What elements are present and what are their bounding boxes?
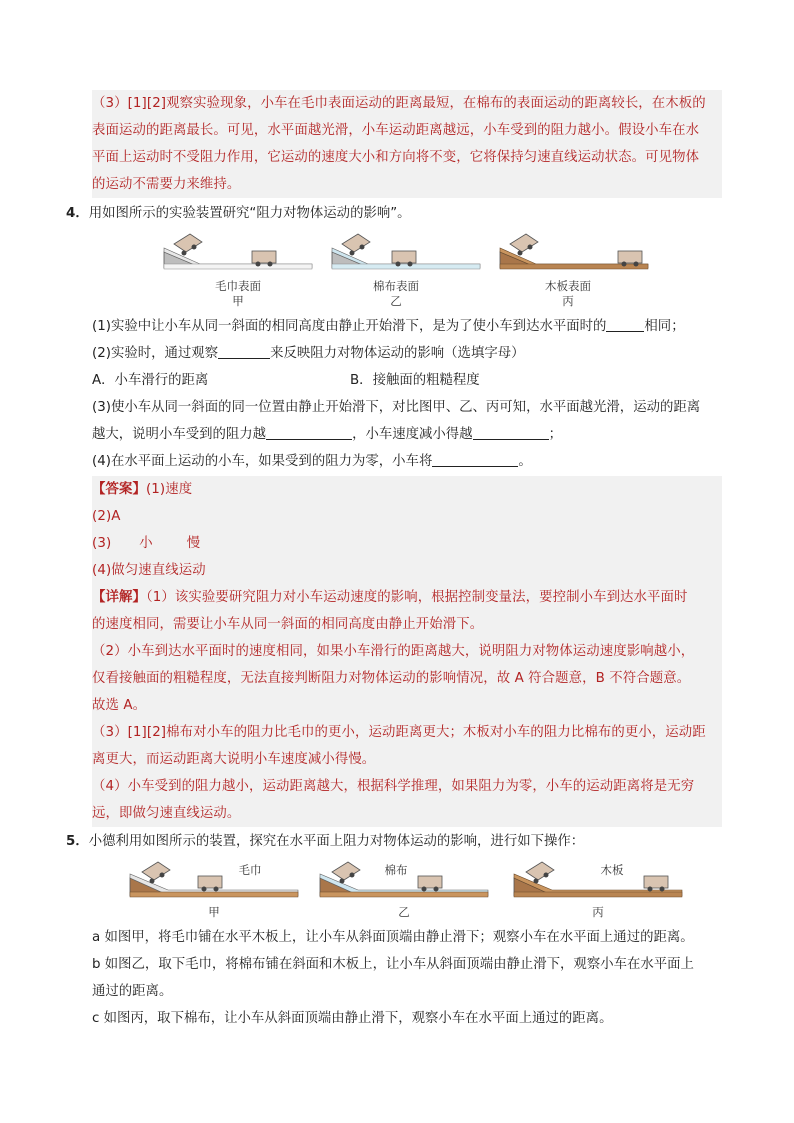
q4-sub2-tail: 来反映阻力对物体运动的影响（选填字母）: [270, 346, 525, 361]
detail-line-2: 的速度相同，需要让小车从同一斜面的相同高度由静止开始滑下。: [92, 617, 484, 632]
prev-explanation-line-4: 的运动不需要力来维持。: [92, 177, 241, 192]
detail-line-7: 离更大，而运动距离大说明小车速度减小得慢。: [92, 752, 376, 767]
q4-sub4-text: (4)在水平面上运动的小车，如果受到的阻力为零，小车将: [92, 454, 433, 469]
q4-sub2-blank[interactable]: [218, 344, 270, 359]
q5-fig1-surface-label: 毛巾: [238, 863, 262, 877]
q5-fig3-car-on-ramp: [526, 862, 554, 884]
q5-step-b-line1: b 如图乙，取下毛巾，将棉布铺在斜面和木板上，让小车从斜面顶端由静止滑下，观察小车在水平面上: [92, 957, 694, 972]
q4-sub2-text: (2)实验时，通过观察: [92, 346, 219, 361]
detail-line-4: 仅看接触面的粗糙程度，无法直接判断阻力对物体运动的影响情况，故 A 符合题意，B 不符合题意。: [92, 671, 691, 686]
q4-fig3-car-on-ramp: [510, 234, 538, 256]
q5-stem-text: 小德利用如图所示的装置，探究在水平面上阻力对物体运动的影响，进行如下操作：: [88, 834, 585, 849]
q5-fig1-car-on-ramp: [142, 862, 170, 884]
q5-step-c: c 如图丙，取下棉布，让小车从斜面顶端由静止滑下，观察小车在水平面上通过的距离。: [92, 1011, 613, 1026]
q4-fig3-surface-caption: 木板表面: [545, 279, 591, 293]
q4-sub2: [92, 340, 525, 367]
answer-2: (2)A: [92, 509, 121, 524]
q4-fig2-label: 乙: [390, 294, 402, 308]
q4-figure-towel: [162, 226, 314, 270]
detail-line-1: [92, 584, 722, 611]
q4-number: 4．: [66, 206, 89, 221]
q4-sub1-tail: 相同；: [644, 319, 685, 334]
prev-explanation-line-1: （3）[1][2]观察实验现象，小车在毛巾表面运动的距离最短，在棉布的表面运动的距离较长，在木板的: [92, 96, 706, 111]
q4-stem: [66, 200, 411, 227]
q4-answer-block: [92, 476, 722, 827]
answer-3-value-1: 小: [139, 536, 153, 551]
q4-sub4: [92, 448, 532, 475]
q4-sub3-text-c: ；: [548, 427, 562, 442]
q4-fig1-label: 甲: [232, 294, 244, 308]
q5-stem: [66, 828, 584, 855]
q4-fig2-car-on-ramp: [342, 234, 370, 256]
answer-1: (1)速度: [145, 482, 193, 497]
answer-3: [92, 530, 722, 557]
q4-figure-wood: [498, 226, 650, 270]
answer-3-value-2: 慢: [186, 536, 201, 551]
q4-option-a: A．小车滑行的距离: [92, 373, 209, 388]
detail-line-8: （4）小车受到的阻力越小，运动距离越大，根据科学推理，如果阻力为零，小车的运动距离将是无穷: [92, 779, 695, 794]
q4-sub1: [92, 313, 685, 340]
q5-fig2-car-on-table: [418, 876, 442, 892]
detail-line-6: （3）[1][2]棉布对小车的阻力比毛巾的更小，运动距离更大；木板对小车的阻力比棉布的更小，运动距: [92, 725, 706, 740]
q5-fig1-label: 甲: [208, 905, 220, 919]
q4-answer-line-1: [92, 476, 722, 503]
q4-figure-cloth: [330, 226, 482, 270]
q4-sub3-text-b: ，小车速度减小得越: [352, 427, 473, 442]
q4-sub3-line2: [92, 421, 562, 448]
detail-tag: 【详解】: [92, 590, 146, 605]
q4-sub3-blank-2[interactable]: [473, 425, 549, 440]
q4-fig1-surface-caption: 毛巾表面: [215, 279, 261, 293]
answer-4: (4)做匀速直线运动: [92, 563, 206, 578]
detail-line-5: 故选 A。: [92, 698, 147, 713]
answer-3-label: (3): [92, 536, 112, 551]
q4-sub3-line1: (3)使小车从同一斜面的同一位置由静止开始滑下，对比图甲、乙、丙可知，水平面越光滑，运动的距离: [92, 400, 701, 415]
q5-step-b-line2: 通过的距离。: [92, 984, 173, 999]
q5-fig3-surface-label: 木板: [600, 863, 624, 877]
prev-explanation-line-2: 表面运动的距离最长。可见，水平面越光滑，小车运动距离越远，小车受到的阻力越小。假设小车在水: [92, 123, 700, 138]
q4-sub3-text-a: 越大，说明小车受到的阻力越: [92, 427, 267, 442]
prev-explanation-line-3: 平面上运动时不受阻力作用，它运动的速度大小和方向将不变，它将保持匀速直线运动状态。可见物体: [92, 150, 700, 165]
q5-fig2-label: 乙: [398, 905, 410, 919]
q5-fig1-car-on-table: [198, 876, 222, 892]
detail-line-3: （2）小车到达水平面时的速度相同，如果小车滑行的距离越大，说明阻力对物体运动速度影响越小，: [92, 644, 695, 659]
q4-fig1-car-on-ramp: [174, 234, 202, 256]
q5-fig3-label: 丙: [592, 905, 604, 919]
q4-fig2-surface-caption: 棉布表面: [373, 279, 419, 293]
q4-sub4-tail: 。: [518, 454, 532, 469]
q4-sub1-text: (1)实验中让小车从同一斜面的相同高度由静止开始滑下，是为了使小车到达水平面时的: [92, 319, 607, 334]
detail-line-9: 远，即做匀速直线运动。: [92, 806, 241, 821]
q5-step-a: a 如图甲，将毛巾铺在水平木板上，让小车从斜面顶端由静止滑下；观察小车在水平面上通过的距离。: [92, 930, 694, 945]
prev-explanation-block: [92, 90, 722, 198]
detail-line-1-text: （1）该实验要研究阻力对小车运动速度的影响，根据控制变量法，要控制小车到达水平面时: [145, 590, 688, 605]
q5-fig3-car-on-table: [644, 876, 668, 892]
answer-tag: 【答案】: [92, 482, 146, 497]
q4-sub3-blank-1[interactable]: [266, 425, 352, 440]
q5-number: 5．: [66, 834, 89, 849]
q4-sub1-blank[interactable]: [606, 317, 644, 332]
q4-option-b: B．接触面的粗糙程度: [350, 373, 480, 388]
q5-fig2-surface-label: 棉布: [384, 863, 408, 877]
q4-stem-text: 用如图所示的实验装置研究“阻力对物体运动的影响”。: [88, 206, 411, 221]
q4-sub4-blank[interactable]: [432, 452, 518, 467]
q4-fig3-label: 丙: [562, 294, 574, 308]
